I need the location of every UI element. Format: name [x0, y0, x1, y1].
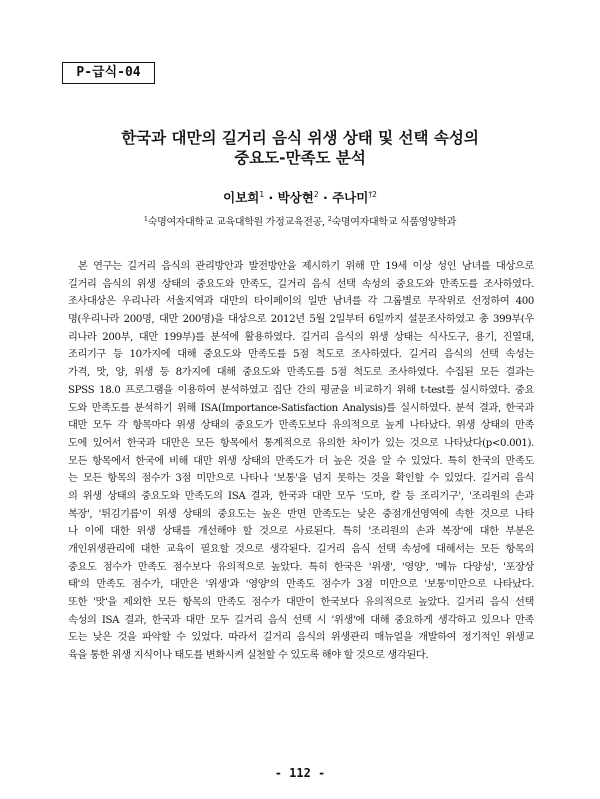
abstract-line: 나 이에 대한 위생 상태를 개선해야 할 것으로 사료된다. 특히 '조리원의 손과 복장'에 대한 부분은 [68, 526, 534, 538]
abstract-line: 는 모든 항목의 점수가 3점 미만으로 나타나 '보통'을 넘지 못하는 것을 확인할 수 있었다. 길거리 음식 [68, 473, 534, 485]
affiliation-superscript: 1 [143, 215, 148, 223]
abstract-line: 본 연구는 길거리 음식의 관리방안과 발전방안을 제시하기 위해 만 19세 이상 성인 남녀를 대상으로 [78, 261, 534, 272]
abstract-line: 육을 통한 위생 지식이나 태도를 변화시켜 실천할 수 있도록 해야 할 것으로 생각된다. [68, 650, 429, 662]
abstract-line: 도에 있어서 한국과 대만은 모든 항목에서 통계적으로 유의한 차이가 있는 것으로 나타났다(p<0.001). [68, 437, 534, 449]
abstract-line: 도는 낮은 것을 파악할 수 있었다. 따라서 길거리 음식의 위생관리 매뉴얼을 개발하여 정기적인 위생교 [68, 632, 534, 644]
abstract-line: 태'의 만족도 점수가, 대만은 '위생'과 '영양'의 만족도 점수가 3점 미만으로 '보통'미만으로 나타났다. [68, 579, 534, 591]
author-list [0, 188, 600, 206]
abstract-line: 명(우리나라 200명, 대만 200명)을 대상으로 2012년 5월 2일부터 6일까지 설문조사하였고 총 399부(우 [68, 314, 534, 326]
abstract-line: 중요도 점수가 만족도 점수보다 유의적으로 높았다. 특히 한국은 '위생', '영양', '메뉴 다양성', '포장상 [68, 561, 534, 573]
affiliations [0, 213, 600, 228]
author-name: 이보희 [223, 190, 260, 205]
abstract-body [68, 258, 534, 665]
affiliation-superscript: 2 [327, 215, 332, 223]
author-name: 주나미 [332, 190, 369, 205]
author-superscript: 2 [313, 190, 319, 199]
author-name: 박상현 [277, 190, 314, 205]
abstract-line: 조리기구 등 10가지에 대해 중요도와 만족도를 5점 척도로 조사하였다. 길거리 음식의 선택 속성는 [68, 349, 534, 361]
affiliation-text: 숙명여자대학교 교육대학원 가정교육전공, [147, 217, 328, 228]
abstract-line: 속성의 ISA 결과, 한국과 대만 모두 길거리 음식 선택 시 '위생'에 대해 중요하게 생각하고 있으나 만족 [68, 614, 534, 626]
abstract-line: 길거리 음식의 위생 상태의 중요도와 만족도, 길거리 음식 선택 속성의 중요도와 만족도를 조사하였다. [68, 278, 534, 290]
paper-title-line-1: 한국과 대만의 길거리 음식 위생 상태 및 선택 속성의 [121, 129, 479, 147]
author-superscript: 1 [259, 190, 265, 199]
paper-title-line-2: 중요도-만족도 분석 [234, 149, 366, 167]
abstract-line: 복장', '튀김기름'이 위생 상태의 중요도는 높은 반면 만족도는 낮은 중점개선영역에 속한 것으로 나타 [68, 508, 534, 520]
author-separator: · [264, 190, 278, 205]
abstract-line: 가격, 맛, 양, 위생 등 8가지에 대해 중요도와 만족도를 5점 척도로 조사하였다. 수집된 모든 결과는 [68, 367, 534, 379]
abstract-line: 대만 모두 각 항목마다 위생 상태의 중요도가 만족도보다 유의적으로 높게 나타났다. 위생 상태의 만족 [68, 420, 534, 432]
abstract-line: 리나라 200부, 대만 199부)를 분석에 활용하였다. 길거리 음식의 위생 상태는 식사도구, 용기, 진열대, [68, 331, 534, 343]
abstract-line: 조사대상은 우리나라 서울지역과 대만의 타이페이의 일반 남녀를 각 그룹별로 무작위로 선정하여 400 [68, 296, 534, 308]
abstract-line: 도와 만족도를 분석하기 위해 ISA(Importance-Satisfaction Analysis)를 실시하였다. 분석 결과, 한국과 [68, 402, 534, 414]
affiliation-text: 숙명여자대학교 식품영양학과 [331, 217, 457, 228]
abstract-line: 의 위생 상태의 중요도와 만족도의 ISA 결과, 한국과 대만 모두 '도마, 칼 등 조리기구', '조리원의 손과 [68, 490, 534, 502]
abstract-line: 개인위생관리에 대한 교육이 필요할 것으로 생각된다. 길거리 음식 선택 속성에 대해서는 모든 항목의 [68, 544, 534, 555]
abstract-line: SPSS 18.0 프로그램을 이용하여 분석하였고 집단 간의 평균을 비교하기 위해 t-test를 실시하였다. 중요 [68, 384, 534, 396]
session-code-box: P-급식-04 [62, 62, 155, 84]
abstract-line: 모든 항목에서 한국에 비해 대만 위생 상태의 만족도가 더 높은 것을 알 수 있었다. 특히 한국의 만족도 [68, 455, 534, 467]
abstract-line: 또한 '맛'을 제외한 모든 항목의 만족도 점수가 대만이 한국보다 유의적으로 높았다. 길거리 음식 선택 [68, 597, 534, 609]
author-separator: · [318, 190, 333, 205]
author-superscript: †2 [368, 190, 377, 199]
page-number: - 112 - [274, 766, 326, 780]
